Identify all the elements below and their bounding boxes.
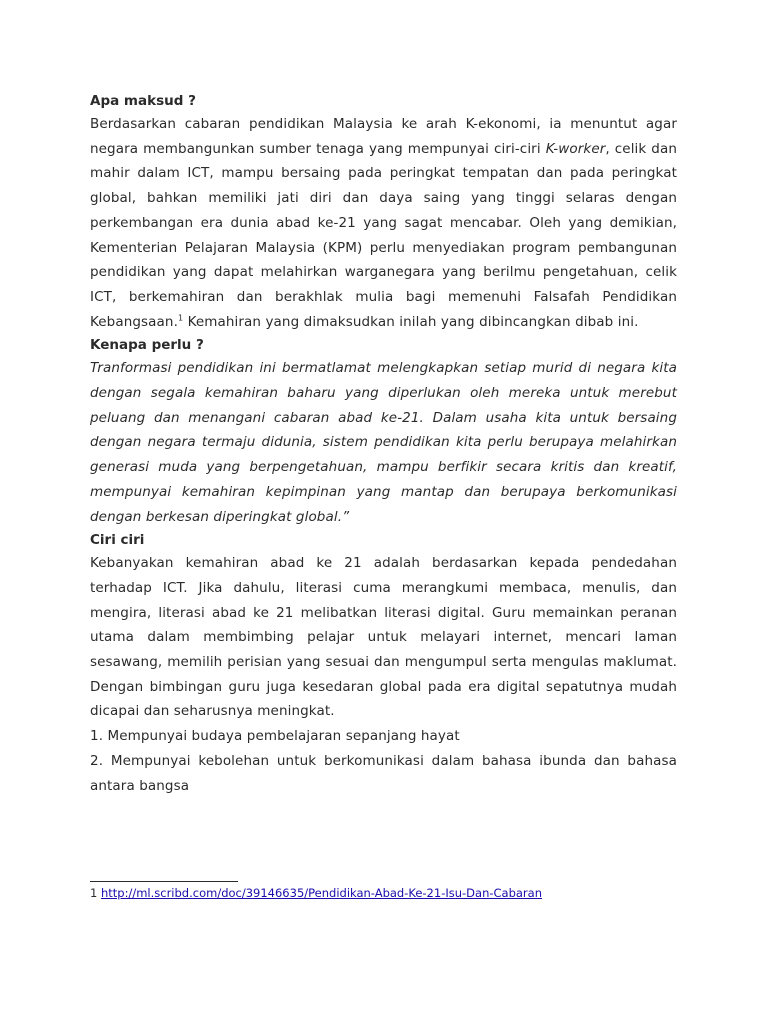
paragraph-apa-maksud: [90, 112, 677, 334]
footnote-number: 1: [90, 886, 98, 900]
footnote-divider: [90, 881, 238, 882]
paragraph-text-part-3: Kemahiran yang dimaksudkan inilah yang dibincangkan dibab ini.: [183, 313, 639, 330]
heading-ciri-ciri: Ciri ciri: [90, 532, 145, 549]
paragraph-text-part-1: Berdasarkan cabaran pendidikan Malaysia ke arah K-ekonomi, ia menuntut agar negara membangunkan sumber tenaga yang mempunyai ciri-ciri: [90, 116, 677, 157]
heading-apa-maksud: Apa maksud ?: [90, 93, 196, 109]
paragraph-text-part-2: , celik dan mahir dalam ICT, mampu bersaing pada peringkat tempatan dan pada peringkat global, bahkan memiliki jati diri dan daya saing yang tinggi selaras dengan perkembangan era dunia abad ke-21 yang sagat mencabar. Oleh yang demikian, Kementerian Pelajaran Malaysia (KPM) perlu menyediakan program pembangunan pendidikan yang dapat melahirkan warganegara yang berilmu pengetahuan, celik ICT, berkemahiran dan berakhlak mulia bagi memenuhi Falsafah Pendidikan Kebangsaan.: [90, 140, 678, 330]
document-body: [90, 90, 677, 798]
footnote-link[interactable]: http://ml.scribd.com/doc/39146635/Pendidikan-Abad-Ke-21-Isu-Dan-Cabaran: [100, 886, 542, 900]
heading-kenapa-perlu: Kenapa perlu ?: [90, 337, 204, 354]
list-item: 1. Mempunyai budaya pembelajaran sepanjang hayat: [90, 728, 460, 745]
footnote-reference[interactable]: 1: [177, 313, 184, 323]
paragraph-ciri-ciri: Kebanyakan kemahiran abad ke 21 adalah berdasarkan kepada pendedahan terhadap ICT. Jika dahulu, literasi cuma merangkumi membaca, menulis, dan mengira, literasi abad ke 21 melibatkan literasi digital. Guru memainkan peranan utama dalam membimbing pelajar untuk melayari internet, mencari laman sesawang, memilih perisian yang sesuai dan mengumpul serta mengulas maklumat. Dengan bimbingan guru juga kesedaran global pada era digital sepatutnya mudah dicapai dan seharusnya meningkat.: [90, 555, 677, 720]
footnote: [90, 885, 542, 901]
k-worker-italic-term: K-worker: [545, 140, 606, 157]
list-item: 2. Mempunyai kebolehan untuk berkomunikasi dalam bahasa ibunda dan bahasa antara bangsa: [90, 752, 677, 794]
paragraph-kenapa-perlu: Tranformasi pendidikan ini bermatlamat melengkapkan setiap murid di negara kita dengan segala kemahiran baharu yang diperlukan oleh mereka untuk merebut peluang dan menangani cabaran abad ke-21. Dalam usaha kita untuk bersaing dengan negara termaju didunia, sistem pendidikan kita perlu berupaya melahirkan generasi muda yang berpengetahuan, mampu berfikir secara kritis dan kreatif, mempunyai kemahiran kepimpinan yang mantap dan berupaya berkomunikasi dengan berkesan diperingkat global.”: [90, 360, 677, 525]
